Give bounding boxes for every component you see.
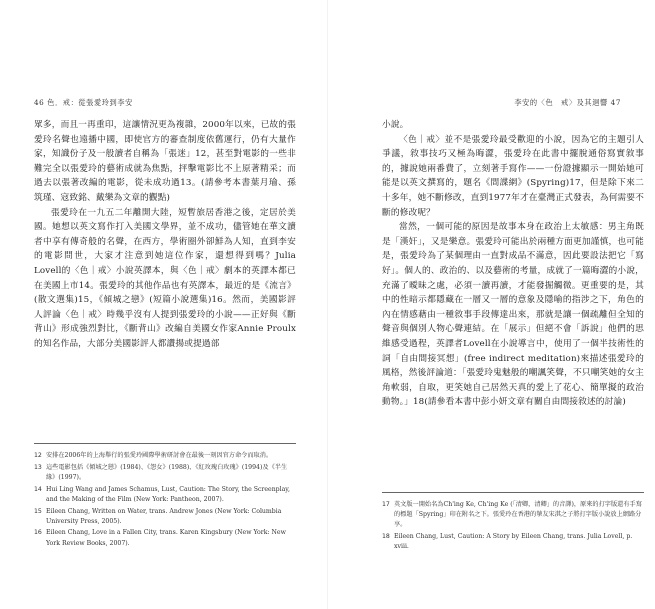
paragraph: 當然，一個可能的原因是故事本身在政治上太敏感：男主角既是「漢奸」，又是樂意。張愛玲可能出於兩種方面更加謹慎，也可能是，張愛玲為了某個理由一直對成品不滿意，因此要設法把它「寫好」。個人的、政治的、以及藝術的考量，成就了一篇晦澀的小說，充滿了曖昧之處，必須一讀再讀，才能發掘觸微。更重要的是，其中的性暗示都隱藏在一層又一層的意象及隱喻的指涉之下，角色的內在情感藉由一種敘事手段傳達出來，那就是讓一個疏離但全知的聲音與個別人物心聲連結。在「展示」但絕不會「訴說」他們的思維感受過程，英譯者Lovell在小說導言中，使用了一個半技術性的詞「自由間接冥想」(free indirect meditation)來描述張愛玲的風格，然後評論道：「張愛玲鬼魅般的嘲諷笑聲，不只嘲笑她的女主角軟弱，自取，更笑她自己居然天真的愛上了花心、簡單擬的政治動物。」18(請參看本書中彭小妍文章有關自由間接敘述的討論) xyxy=(382,222,644,408)
footnote xyxy=(34,451,296,461)
page-header: 46 色．戒：從張愛玲到李安 xyxy=(34,98,133,107)
footnote xyxy=(34,507,296,527)
footnote-text: Eileen Chang, Written on Water, trans. Andrew Jones (New York: Columbia University Press, 2005). xyxy=(46,507,282,525)
footnote xyxy=(34,463,296,483)
paragraph: 〈色｜戒〉並不是張愛玲最受歡迎的小說，因為它的主題引人爭議，敘事技巧又極為晦澀，張愛玲在此書中擺脫通俗寫實敘事的，據說她兩番費了，立刻著手寫作——一份證據顯示一開始她可能是以英文撰寫的，題名《間諜網》(Spyring)17，但是除下來二十多年，她不斷修改，直到1977年才在臺灣正式發表，為何需要不斷的修改呢？ xyxy=(382,134,644,218)
footnote-text: 這些電影包括《傾城之戀》(1984)、《怨女》(1988)、《紅玫瑰白玫瑰》(1994)及《半生緣》(1997)。 xyxy=(46,463,288,481)
footnote xyxy=(34,528,296,548)
footnote-number: 14 xyxy=(34,485,42,493)
footnote-rule xyxy=(382,492,644,493)
footnote-number: 12 xyxy=(34,452,42,459)
footnotes xyxy=(34,451,296,550)
footnote-text: Eileen Chang, Love in a Fallen City, trans. Karen Kingsbury (New York: New York Review Books, 2007). xyxy=(46,529,286,547)
body-text xyxy=(382,118,644,410)
footnote xyxy=(382,532,644,552)
footnote-rule xyxy=(34,443,296,444)
footnote-text: Hui Ling Wang and James Schamus, Lust, Caution: The Story, the Screenplay, and the Making of the Film (New York: Pantheon, 2007). xyxy=(46,485,290,503)
paragraph: 小說。 xyxy=(382,120,409,130)
footnote-text: 安排在2006年的上海舉行的張愛玲國際學術研討會在最後一刻因官方命令而取消。 xyxy=(46,452,273,459)
footnote-number: 15 xyxy=(34,507,42,515)
left-page xyxy=(0,0,327,609)
paragraph: 張愛玲在一九五二年離開大陸，短暫旅居香港之後，定居於美國。她想以英文寫作打入美國文學界，並不成功，儘管她在華文讀者中享有傳奇般的名聲，在西方，學術圈外卻鮮為人知，直到李安的電影問世，大家才注意到她這位作家，還想得到嗎？Julia Lovell的〈色｜戒〉小說英譯本，與〈色｜戒〉劇本的英譯本都已在美國上市14。張愛玲的其他作品也有英譯本，最近的是《流言》(散文選集)15，《傾城之戀》(短篇小說選集)16。然而，美國影評人評論〈色｜戒〉時幾乎沒有人提到張愛玲的小說——正好與《斷背山》形成強烈對比，《斷背山》改編自美國女作家Annie Proulx的知名作品，大部分美國影評人都讚揚或提過部 xyxy=(34,207,296,349)
right-page xyxy=(328,0,655,609)
footnote-number: 18 xyxy=(382,533,390,541)
footnote-number: 13 xyxy=(34,463,42,471)
body-text xyxy=(34,118,296,352)
page-header: 李安的〈色 戒〉及其迴響 47 xyxy=(514,98,621,107)
footnotes xyxy=(382,500,644,554)
footnote-text: Eileen Chang, Lust, Caution: A Story by Eileen Chang, trans. Julia Lovell, p. xviii. xyxy=(394,533,633,551)
footnote-text: 英文版一開始名為Ch'ing Ke, Ch'ing Ke (「清卿，清卿」的音譯)，原來的打字版還有手寫的標題「Spyring」印在附名之下。張愛玲在香港的摯友宋淇之子將打字版小說放上網路分享。 xyxy=(394,501,642,529)
footnote xyxy=(34,485,296,505)
paragraph: 眾多，而且一再重印，這讓情況更為複雜，2000年以來，已故的張愛玲名聲也遠播中國，即使官方的審查制度依舊運行，仍有大量作家，知識份子及一般讀者自稱為「張迷」12，甚至對電影的一些非難完全以張愛玲的藝術成就為焦點，抨擊電影比不上原著精采；而過去以張著改編的電影，從未成功過13。(請參考本書葉月瑜、孫筑瑾、寇致銘、戴樂為文章的觀點) xyxy=(34,120,296,203)
footnote xyxy=(382,500,644,531)
footnote-number: 17 xyxy=(382,501,390,508)
footnote-number: 16 xyxy=(34,529,42,537)
